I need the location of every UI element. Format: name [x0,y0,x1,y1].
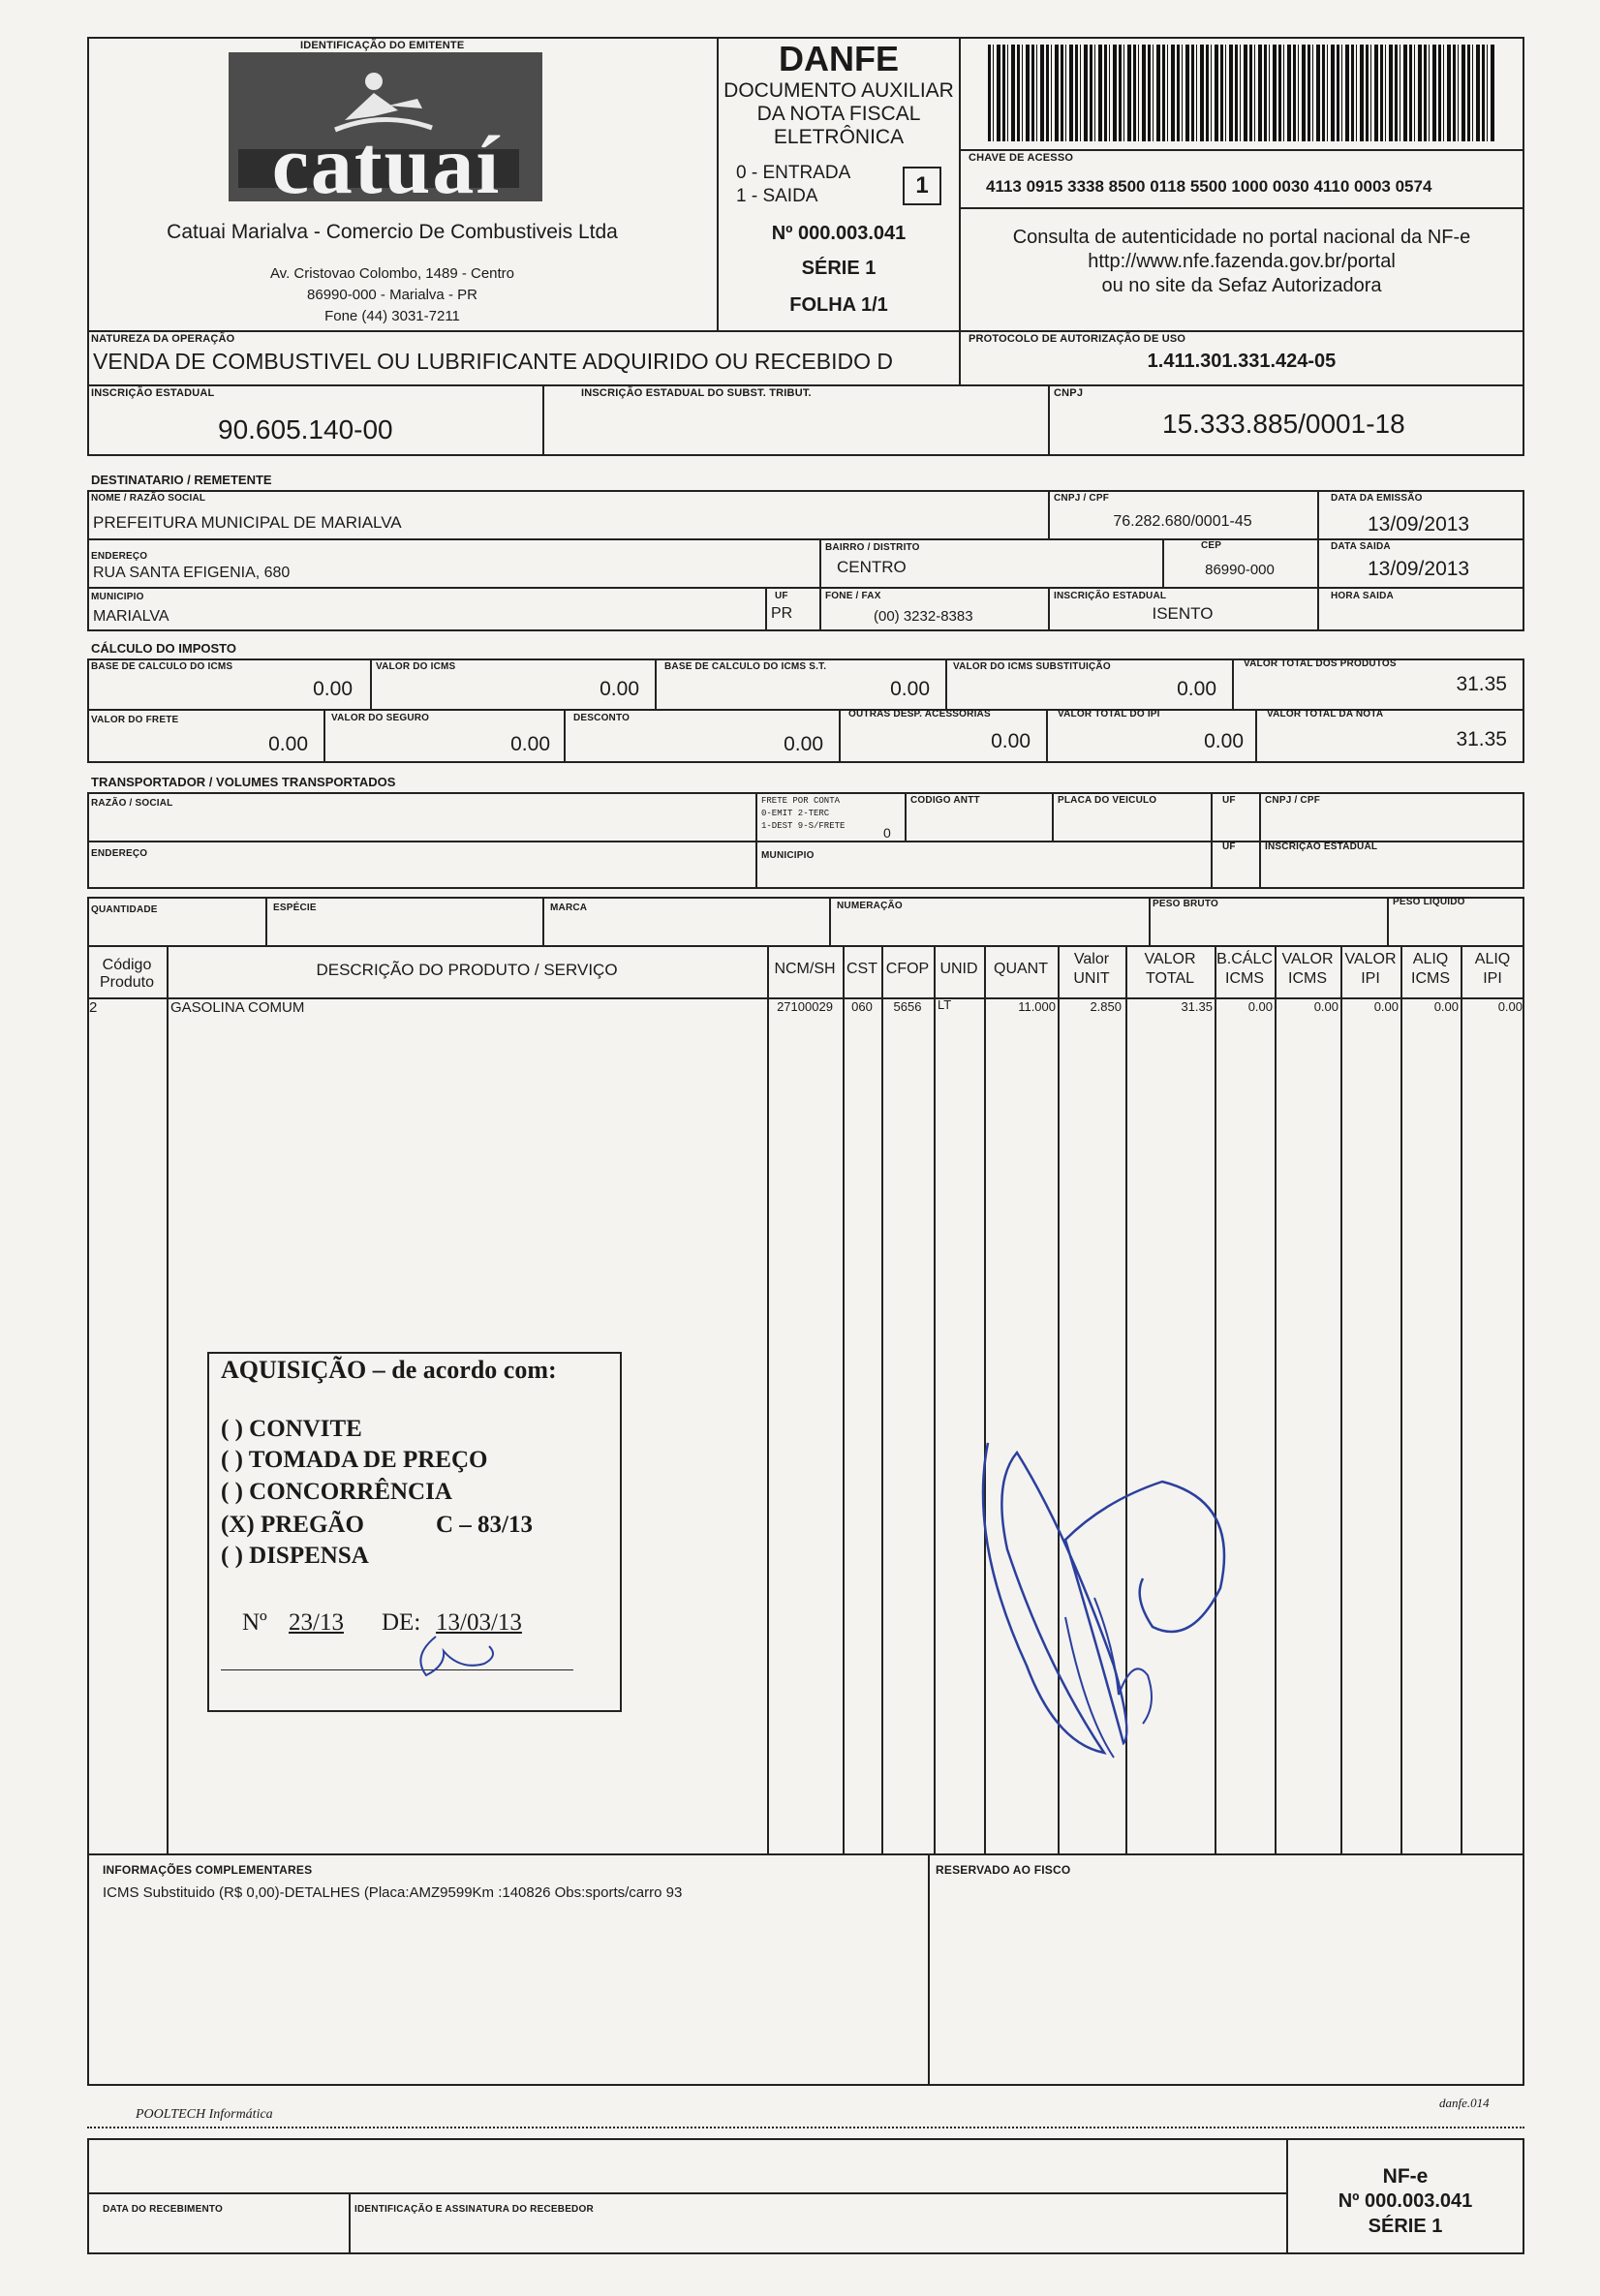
stamp-num: 23/13 [289,1609,344,1636]
qtd-label: QUANTIDADE [91,904,158,915]
transp-uf2-label: UF [1222,842,1236,852]
tr-div8 [1259,841,1261,889]
dest-cnpj-label: CNPJ / CPF [1054,493,1110,504]
col-div-10 [1275,945,1277,1855]
hdr-vt1: VALOR [1144,951,1196,967]
canhoto-divider [87,2192,1286,2194]
emitente-phone: Fone (44) 3031-7211 [324,308,460,324]
dest-div3 [819,538,821,589]
dest-div5 [1317,538,1319,589]
canhoto-data-label: DATA DO RECEBIMENTO [103,2204,223,2215]
cut-line [87,2127,1524,2128]
dest-cep: 86990-000 [1205,562,1275,578]
bc-st-value: 0.00 [890,678,930,700]
footer-brand: POOLTECH Informática [136,2107,273,2122]
hdr-vi1: VALOR [1281,951,1334,967]
stamp-option3: ( ) CONCORRÊNCIA [221,1479,452,1505]
imposto-section-title: CÁLCULO DO IMPOSTO [91,641,236,656]
transp-cnpj-label: CNPJ / CPF [1265,795,1321,806]
transp-razao-label: RAZÃO / SOCIAL [91,798,173,809]
icms-label: VALOR DO ICMS [376,661,456,672]
canhoto-ident-label: IDENTIFICAÇÃO E ASSINATURA DO RECEBEDOR [354,2204,594,2215]
emitente-label: IDENTIFICAÇÃO DO EMITENTE [300,40,465,51]
seguro-label: VALOR DO SEGURO [331,713,430,723]
fisco-box [928,1853,1524,2086]
dest-fone-label: FONE / FAX [825,591,881,601]
hdr-ai1: ALIQ [1412,951,1449,967]
chave-divider [959,149,1524,151]
row-aicms: 0.00 [1433,999,1459,1014]
ipi-value: 0.00 [1204,730,1244,752]
seguro-value: 0.00 [510,733,550,755]
danfe-title: DANFE [779,39,899,78]
dest-saida: 13/09/2013 [1368,558,1470,580]
col-div-11 [1340,945,1342,1855]
dest-uf: PR [771,605,793,622]
protocolo-value: 1.411.301.331.424-05 [1147,351,1337,372]
info-label: INFORMAÇÕES COMPLEMENTARES [103,1863,313,1877]
hdr-desc: DESCRIÇÃO DO PRODUTO / SERVIÇO [316,961,618,979]
tr-div9 [265,897,267,947]
tr-div4 [1211,792,1213,842]
dest-nome: PREFEITURA MUNICIPAL DE MARIALVA [93,513,402,532]
natureza-value: VENDA DE COMBUSTIVEL OU LUBRIFICANTE ADQUIRIDO OU RECEBIDO D [93,349,894,374]
placa-label: PLACA DO VEICULO [1058,795,1157,806]
row-vunit: 2.850 [1090,999,1122,1014]
stamp-title: AQUISIÇÃO – de acordo com: [221,1356,557,1384]
hdr-ap2: IPI [1483,970,1502,987]
bc-st-label: BASE DE CALCULO DO ICMS S.T. [664,661,827,672]
chave-label: CHAVE DE ACESSO [969,152,1074,164]
tr-div1 [755,792,757,842]
cnpj-value: 15.333.885/0001-18 [1162,409,1405,439]
hdr-ncm: NCM/SH [774,961,836,977]
danfe-line2: DA NOTA FISCAL [756,103,921,125]
col-div-5 [934,945,936,1855]
frete-label: VALOR DO FRETE [91,715,179,725]
protocolo-label: PROTOCOLO DE AUTORIZAÇÃO DE USO [969,333,1186,345]
dest-end-label: ENDEREÇO [91,551,148,562]
danfe-folha: FOLHA 1/1 [789,294,888,316]
hdr-ai2: ICMS [1411,970,1450,987]
dest-ie-label: INSCRIÇÃO ESTADUAL [1054,591,1167,601]
imp-div2 [655,658,657,711]
imp-div9 [1255,709,1257,763]
danfe-line1: DOCUMENTO AUXILIAR [723,79,954,102]
consulta-line2: http://www.nfe.fazenda.gov.br/portal [1088,251,1396,272]
stamp-option5: ( ) DISPENSA [221,1543,369,1569]
tr-div6 [755,841,757,889]
transp-end-label: ENDEREÇO [91,848,148,859]
outras-value: 0.00 [991,730,1031,752]
hdr-cst: CST [846,961,877,977]
hdr-vt2: TOTAL [1145,970,1195,987]
dest-ie: ISENTO [1152,604,1214,623]
canhoto-num: Nº 000.003.041 [1338,2190,1473,2212]
hdr-vi2: ICMS [1288,970,1327,987]
fisco-label: RESERVADO AO FISCO [936,1863,1071,1877]
bc-icms-label: BASE DE CALCULO DO ICMS [91,661,233,672]
hdr-vp2: IPI [1361,970,1380,987]
icms-st-label: VALOR DO ICMS SUBSTITUIÇÃO [953,661,1111,672]
dest-div6 [765,587,767,631]
row-aipi: 0.00 [1497,999,1523,1014]
hdr-cod1: Código [102,957,152,973]
col-div-3 [843,945,845,1855]
tr-div10 [542,897,544,947]
dest-section-title: DESTINATARIO / REMETENTE [91,473,272,487]
imp-div7 [839,709,841,763]
ie-label: INSCRIÇÃO ESTADUAL [91,387,215,399]
imp-div6 [564,709,566,763]
tr-div11 [829,897,831,947]
col-div-4 [881,945,883,1855]
hdr-cfop: CFOP [885,961,930,977]
dest-uf-label: UF [775,591,788,601]
frete-line1: FRETE POR CONTA [761,796,841,806]
ie-st-label: INSCRIÇÃO ESTADUAL DO SUBST. TRIBUT. [581,387,812,399]
info-text: ICMS Substituido (R$ 0,00)-DETALHES (Placa:AMZ9599Km :140826 Obs:sports/carro 93 [103,1884,683,1901]
emitente-name: Catuai Marialva - Comercio De Combustiveis Ltda [167,221,618,243]
stamp-option1: ( ) CONVITE [221,1416,362,1442]
especie-label: ESPÉCIE [273,903,317,913]
peso-bruto-label: PESO BRUTO [1153,899,1218,909]
logo-text: catuaí [271,118,502,211]
row-desc: GASOLINA COMUM [170,999,305,1016]
col-div-13 [1461,945,1462,1855]
row-vtotal: 31.35 [1181,999,1213,1014]
dest-div9 [1317,587,1319,631]
row-bc: 0.00 [1247,999,1273,1014]
canhoto-nfe: NF-e [1382,2165,1429,2188]
dest-cep-label: CEP [1201,540,1222,551]
imp-div8 [1046,709,1048,763]
dest-div2 [1317,490,1319,540]
icms-value: 0.00 [600,678,639,700]
hdr-quant: QUANT [994,961,1048,977]
row-quant: 11.000 [1018,999,1056,1014]
nota-label: VALOR TOTAL DA NOTA [1267,709,1384,719]
dest-saida-label: DATA SAIDA [1331,541,1391,552]
prod-value: 31.35 [1456,673,1507,695]
dest-emissao: 13/09/2013 [1368,513,1470,536]
emitente-address: Av. Cristovao Colombo, 1489 - Centro [269,265,515,282]
stamp-sign-line [221,1669,573,1670]
numeracao-label: NUMERAÇÃO [837,901,903,911]
marca-label: MARCA [550,903,588,913]
row-vicms: 0.00 [1313,999,1338,1014]
tr-div13 [1387,897,1389,947]
hdr-bc2: ICMS [1225,970,1264,987]
tr-div7 [1211,841,1213,889]
hdr-vu2: UNIT [1073,970,1110,987]
imp-div1 [370,658,372,711]
row-ncm: 27100029 [777,999,833,1014]
danfe-saida: 1 - SAIDA [736,186,818,206]
stamp-option4: (X) PREGÃO [221,1512,364,1538]
col-div-1 [167,945,169,1855]
dest-bairro: CENTRO [837,558,907,576]
icms-st-value: 0.00 [1177,678,1216,700]
natureza-label: NATUREZA DA OPERAÇÃO [91,333,235,345]
frete-line2: 0-EMIT 2-TERC [761,809,830,818]
dest-mun-label: MUNICIPIO [91,592,144,602]
frete-line3: 1-DEST 9-S/FRETE [761,821,846,831]
ipi-label: VALOR TOTAL DO IPI [1058,709,1160,719]
hdr-bc1: B.CÁLC [1216,951,1273,967]
prod-label: VALOR TOTAL DOS PRODUTOS [1244,658,1397,669]
dest-hora-label: HORA SAIDA [1331,591,1394,601]
company-logo [229,52,542,211]
chave-value: 4113 0915 3338 8500 0118 5500 1000 0030 4110 0003 0574 [986,177,1432,196]
frete-value-transp: 0 [883,825,891,841]
hdr-unid: UNID [939,961,978,977]
footer-code: danfe.014 [1439,2096,1490,2110]
dest-emissao-label: DATA DA EMISSÃO [1331,493,1423,504]
desconto-label: DESCONTO [573,713,631,723]
stamp-initials-icon [407,1627,513,1685]
outras-label: OUTRAS DESP. ACESSORIAS [848,709,991,719]
desconto-value: 0.00 [784,733,823,755]
tr-div5 [1259,792,1261,842]
antt-label: CODIGO ANTT [910,795,980,806]
imp-div3 [945,658,947,711]
dest-cnpj: 76.282.680/0001-45 [1113,513,1252,530]
dest-div7 [819,587,821,631]
dest-fone: (00) 3232-8383 [874,608,973,625]
danfe-serie: SÉRIE 1 [801,258,877,279]
hdr-cod2: Produto [99,974,155,991]
consulta-line1: Consulta de autenticidade no portal nacional da NF-e [1012,227,1471,248]
peso-liquido-label: PESO LIQUIDO [1393,897,1465,907]
consulta-line3: ou no site da Sefaz Autorizadora [1101,275,1382,296]
transp-ie-label: INSCRIÇÃO ESTADUAL [1265,842,1378,852]
ie-value: 90.605.140-00 [218,414,393,444]
dest-bairro-label: BAIRRO / DISTRITO [825,542,920,553]
tr-div2 [905,792,907,842]
row-cod: 2 [89,999,98,1016]
signature-icon [949,1424,1259,1772]
tr-div12 [1149,897,1151,947]
emitente-city: 86990-000 - Marialva - PR [307,287,477,303]
stamp-de-label: DE: [382,1609,421,1636]
nota-value: 31.35 [1456,728,1507,750]
danfe-numero: Nº 000.003.041 [771,223,907,244]
imp-div5 [323,709,325,763]
row-cfop: 5656 [893,999,922,1014]
stamp-option4-code: C – 83/13 [436,1512,533,1538]
row-cst: 060 [851,999,873,1014]
bc-icms-value: 0.00 [313,678,353,700]
hdr-vp1: VALOR [1344,951,1397,967]
chave-divider2 [959,207,1524,209]
transp-section-title: TRANSPORTADOR / VOLUMES TRANSPORTADOS [91,775,396,789]
stamp-num-label: Nº [242,1609,267,1636]
dest-municipio: MARIALVA [93,608,169,625]
transp-uf-label: UF [1222,795,1236,806]
dest-endereco: RUA SANTA EFIGENIA, 680 [93,565,291,581]
hdr-vu1: Valor [1073,951,1110,967]
stamp-option2: ( ) TOMADA DE PREÇO [221,1447,488,1473]
barcode [988,45,1496,141]
row-unid: LT [938,997,952,1012]
frete-value: 0.00 [268,733,308,755]
danfe-line3: ELETRÔNICA [773,126,905,148]
danfe-tipo: 1 [903,167,941,205]
transp-mun-label: MUNICIPIO [761,850,815,861]
danfe-entrada: 0 - ENTRADA [736,163,851,183]
canhoto-serie: SÉRIE 1 [1368,2216,1443,2237]
tr-div3 [1052,792,1054,842]
cnpj-label: CNPJ [1054,387,1084,399]
row-vipi: 0.00 [1373,999,1399,1014]
dest-nome-label: NOME / RAZÃO SOCIAL [91,493,206,504]
col-div-12 [1400,945,1402,1855]
imp-div4 [1232,658,1234,711]
hdr-ap1: ALIQ [1474,951,1511,967]
stamp-date: 13/03/13 [436,1609,522,1636]
col-div-2 [767,945,769,1855]
canhoto-div1 [349,2192,351,2254]
